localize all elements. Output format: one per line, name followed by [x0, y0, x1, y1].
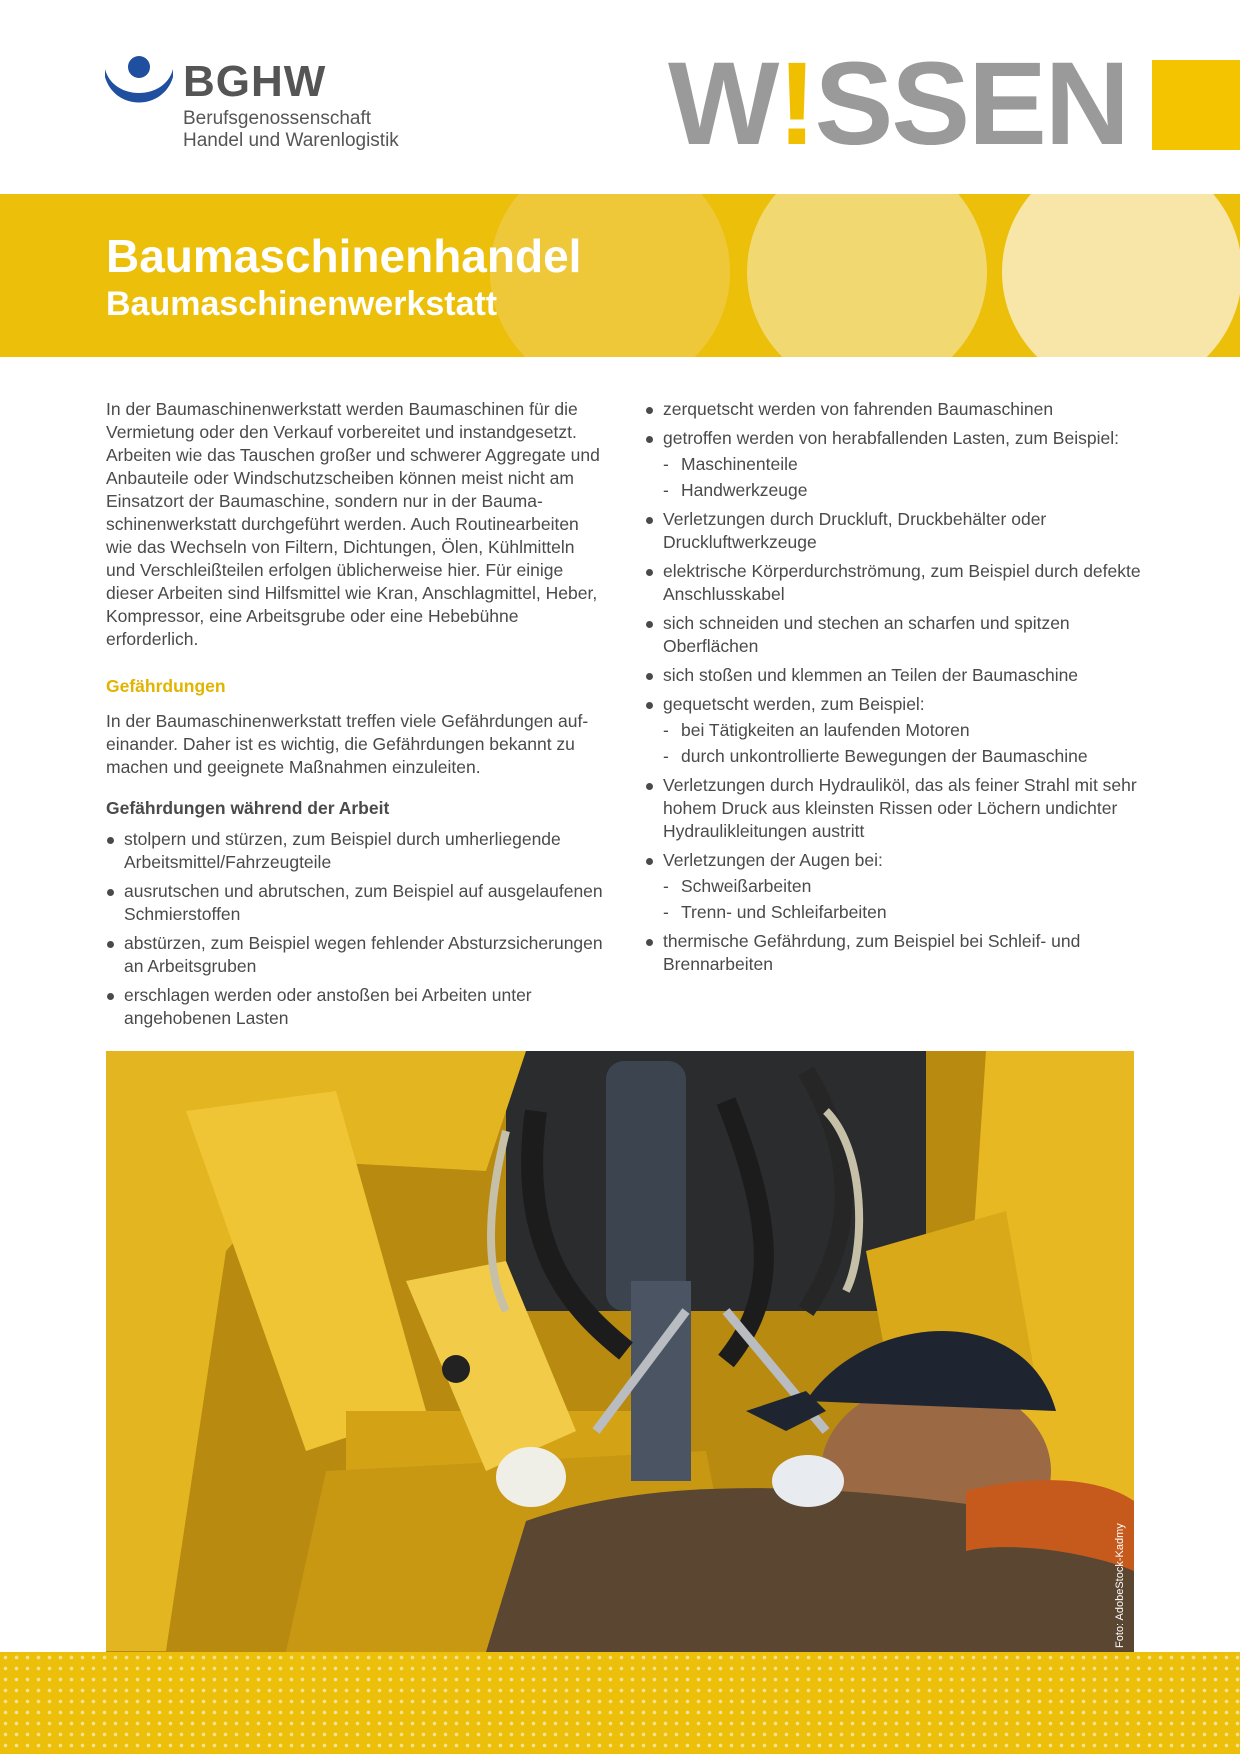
list-item	[645, 560, 1145, 606]
right-column	[645, 398, 1145, 982]
list-item	[645, 398, 1145, 421]
list-item-text: sich schneiden und stechen an scharfen und spitzen Oberflächen	[663, 613, 1070, 656]
list-item	[645, 612, 1145, 658]
list-item: erschlagen werden oder anstoßen bei Arbeiten unter angehobenen Lasten	[106, 984, 606, 1030]
footer-band	[0, 1652, 1240, 1754]
banner-circle	[747, 194, 987, 357]
section-paragraph: In der Baumaschinenwerkstatt treffen viele Gefährdungen aufeinander. Daher ist es wichtig, die Gefährdungen bekannt zu machen und geeignete Maßnahmen einzuleiten.	[106, 711, 589, 777]
list-item: ausrutschen und abrutschen, zum Beispiel auf ausgelaufenen Schmierstoffen	[106, 880, 606, 926]
sub-list-item: - bei Tätigkeiten an laufenden Motoren	[663, 719, 1145, 742]
list-item	[645, 849, 1145, 924]
list-item	[645, 508, 1145, 554]
banner-circle	[1002, 194, 1240, 357]
wissen-prefix: W	[668, 38, 778, 170]
list-item	[645, 664, 1145, 687]
subheading: Gefährdungen während der Arbeit	[106, 798, 390, 818]
sub-list	[663, 453, 1145, 502]
workshop-photo-illustration	[106, 1051, 1134, 1652]
wissen-wordmark	[668, 38, 1129, 170]
sub-list	[663, 875, 1145, 924]
list-item-text: zerquetscht werden von fahrenden Baumaschinen	[663, 399, 1054, 419]
bghw-logo-icon	[105, 55, 173, 107]
list-item	[645, 427, 1145, 502]
logo-subtitle	[183, 108, 443, 152]
workshop-photo	[106, 1051, 1134, 1652]
wissen-brand	[668, 38, 1138, 170]
list-item-text: Verletzungen durch Hydrauliköl, das als feiner Strahl mit sehr hohem Druck aus kleinsten Rissen oder Löchern undichter Hydraulikleitungen austritt	[663, 775, 1137, 841]
list-item: abstürzen, zum Beispiel wegen fehlender Absturzsicherungen an Arbeitsgruben	[106, 932, 606, 978]
sub-list-item: - Handwerkzeuge	[663, 479, 1145, 502]
list-item-text: Verletzungen durch Druckluft, Druckbehälter oder Druckluftwerkzeuge	[663, 509, 1047, 552]
hazard-list	[106, 828, 606, 1030]
list-item-text: thermische Gefährdung, zum Beispiel bei Schleif- und Brennarbeiten	[663, 931, 1081, 974]
list-item: stolpern und stürzen, zum Beispiel durch umherliegende Arbeitsmittel/Fahrzeugteile	[106, 828, 606, 874]
title-banner	[0, 194, 1240, 357]
list-item	[645, 774, 1145, 843]
list-item-text: elektrische Körperdurchströmung, zum Beispiel durch defekte Anschlusskabel	[663, 561, 1141, 604]
sub-list-item: - durch unkontrollierte Bewegungen der Baumaschine	[663, 745, 1145, 768]
logo-subtitle-line1: Berufsgenossenschaft	[183, 108, 372, 129]
list-item-text: gequetscht werden, zum Beispiel:	[663, 694, 925, 714]
list-item-text: Verletzungen der Augen bei:	[663, 850, 883, 870]
photo-credit: Foto: AdobeStock-Kadmy	[1114, 1523, 1126, 1648]
sub-list	[663, 719, 1145, 768]
bghw-logo	[105, 55, 435, 165]
list-item	[645, 693, 1145, 768]
page-subtitle: Baumaschinenwerkstatt	[106, 285, 498, 323]
hazard-list-continued	[645, 398, 1145, 976]
page-title: Baumaschinenhandel	[106, 230, 582, 282]
list-item-text: sich stoßen und klemmen an Teilen der Baumaschine	[663, 665, 1079, 685]
list-item-text: getroffen werden von herabfallenden Lasten, zum Beispiel:	[663, 428, 1119, 448]
list-item	[645, 930, 1145, 976]
intro-paragraph: In der Baumaschinenwerkstatt werden Baumaschinen für die Vermietung oder den Verkauf vorbereitet und instandgesetzt. Arbeiten wie das Tauschen großer und schwerer Aggregate und Anbauteile oder Windschutzscheiben können meist nicht am Einsatzort der Baumaschine, sondern nur in der Baumaschinenwerkstatt durchgeführt werden. Auch Routinearbeiten wie das Wechseln von Filtern, Dichtungen, Ölen, Kühlmitteln und Verschleißteilen erfolgen üblicherweise hier. Für einige dieser Arbeiten sind Hilfsmittel wie Kran, Anschlagmittel, Heber, Kompressor, eine Arbeitsgrube oder eine Hebebühne erforderlich.	[106, 399, 600, 649]
sub-list-item: - Maschinenteile	[663, 453, 1145, 476]
logo-name: BGHW	[183, 57, 327, 106]
sub-list-item: - Trenn- und Schleifarbeiten	[663, 901, 1145, 924]
brand-square	[1152, 60, 1240, 150]
sub-list-item: - Schweißarbeiten	[663, 875, 1145, 898]
wissen-bang: !	[777, 38, 815, 170]
left-column	[106, 398, 606, 1036]
logo-subtitle-line2: Handel und Warenlogistik	[183, 130, 399, 151]
wissen-suffix: SSEN	[814, 38, 1129, 170]
section-heading: Gefährdungen	[106, 676, 226, 696]
